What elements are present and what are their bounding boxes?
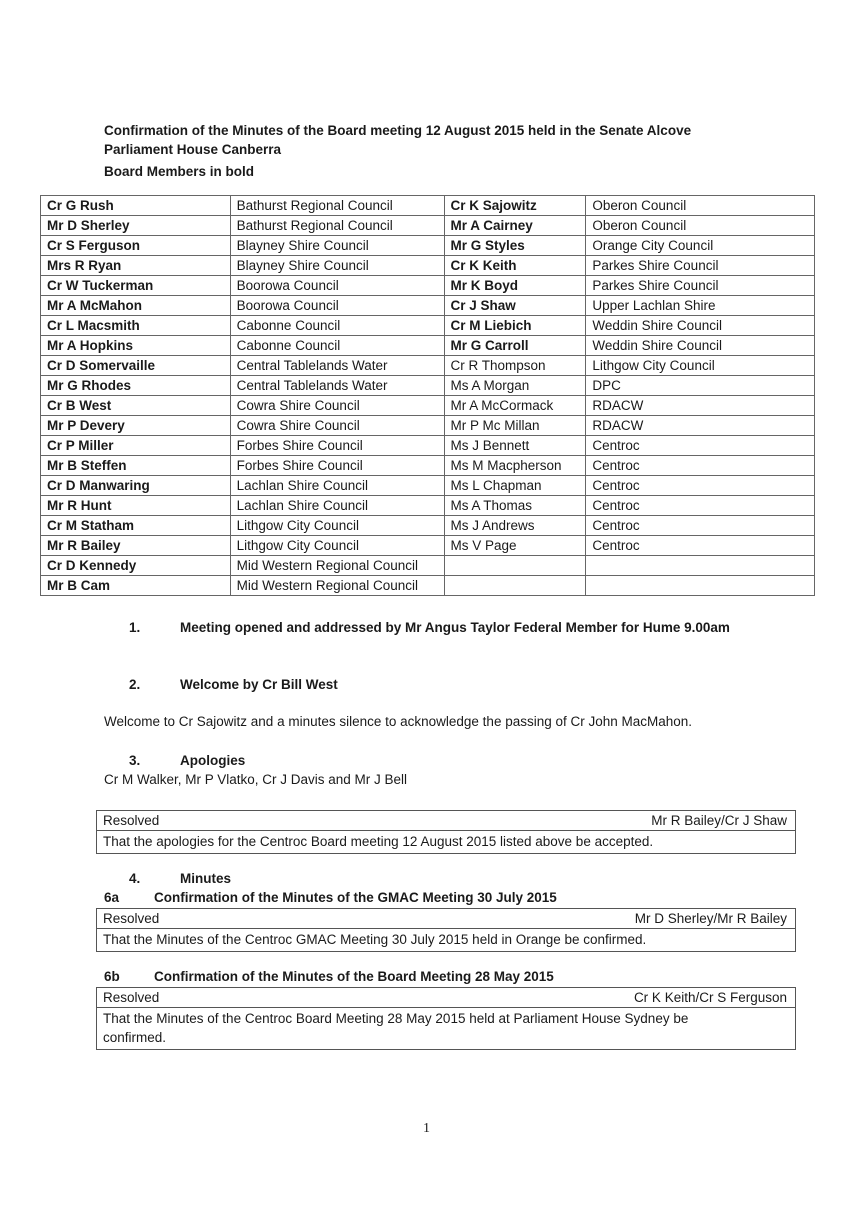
resolution-text <box>97 1008 795 1049</box>
board-members-note: Board Members in bold <box>104 164 255 179</box>
member-name: Cr M Liebich <box>444 316 586 336</box>
item-6b-number: 6b <box>104 969 120 984</box>
member-organisation <box>586 576 815 596</box>
resolution-line-2: confirmed. <box>103 1030 167 1045</box>
table-row <box>41 416 815 436</box>
table-row <box>41 236 815 256</box>
item-1-number: 1. <box>129 620 141 635</box>
member-name: Cr M Statham <box>41 516 231 536</box>
table-row <box>41 516 815 536</box>
table-row <box>41 396 815 416</box>
table-row <box>41 196 815 216</box>
member-organisation: Cabonne Council <box>230 336 444 356</box>
member-name: Ms L Chapman <box>444 476 586 496</box>
member-name: Cr K Keith <box>444 256 586 276</box>
member-organisation: Forbes Shire Council <box>230 436 444 456</box>
member-name: Mr P Devery <box>41 416 231 436</box>
member-name: Cr L Macsmith <box>41 316 231 336</box>
table-row <box>41 256 815 276</box>
member-organisation <box>586 556 815 576</box>
member-organisation: Oberon Council <box>586 196 815 216</box>
item-3-number: 3. <box>129 753 141 768</box>
title-line-1: Confirmation of the Minutes of the Board meeting 12 August 2015 held in the Senate Alcove <box>104 123 692 138</box>
member-name: Mr R Bailey <box>41 536 231 556</box>
member-organisation: Parkes Shire Council <box>586 256 815 276</box>
member-name: Cr S Ferguson <box>41 236 231 256</box>
member-name: Cr D Kennedy <box>41 556 231 576</box>
members-table <box>40 195 815 596</box>
member-name: Cr G Rush <box>41 196 231 216</box>
member-name <box>444 556 586 576</box>
item-4-number: 4. <box>129 871 141 886</box>
member-organisation: Bathurst Regional Council <box>230 196 444 216</box>
member-organisation: Lithgow City Council <box>586 356 815 376</box>
resolution-text: That the Minutes of the Centroc GMAC Meeting 30 July 2015 held in Orange be confirmed. <box>103 932 647 947</box>
member-organisation: RDACW <box>586 416 815 436</box>
member-organisation: Oberon Council <box>586 216 815 236</box>
movers: Mr R Bailey/Cr J Shaw <box>651 813 787 828</box>
member-organisation: Cowra Shire Council <box>230 396 444 416</box>
member-organisation: Mid Western Regional Council <box>230 576 444 596</box>
member-organisation: Central Tablelands Water <box>230 376 444 396</box>
member-name: Mr A McMahon <box>41 296 231 316</box>
member-organisation: DPC <box>586 376 815 396</box>
member-organisation: Centroc <box>586 516 815 536</box>
member-organisation: Lachlan Shire Council <box>230 496 444 516</box>
title-line-2: Parliament House Canberra <box>104 142 282 157</box>
member-organisation: Lithgow City Council <box>230 536 444 556</box>
member-organisation: Centroc <box>586 536 815 556</box>
table-row <box>41 436 815 456</box>
member-name: Mr G Rhodes <box>41 376 231 396</box>
table-row <box>41 576 815 596</box>
table-row <box>41 476 815 496</box>
table-row <box>41 496 815 516</box>
movers: Mr D Sherley/Mr R Bailey <box>634 911 787 926</box>
member-organisation: RDACW <box>586 396 815 416</box>
member-name: Ms M Macpherson <box>444 456 586 476</box>
member-name: Cr W Tuckerman <box>41 276 231 296</box>
gmac-resolution-box <box>96 908 796 952</box>
item-4-heading: Minutes <box>180 871 232 886</box>
item-3-heading: Apologies <box>180 753 246 768</box>
welcome-paragraph: Welcome to Cr Sajowitz and a minutes silence to acknowledge the passing of Cr John MacMahon. <box>104 714 693 729</box>
table-row <box>41 376 815 396</box>
member-organisation: Central Tablelands Water <box>230 356 444 376</box>
table-row <box>41 276 815 296</box>
table-row <box>41 216 815 236</box>
member-name: Ms A Morgan <box>444 376 586 396</box>
member-name: Cr R Thompson <box>444 356 586 376</box>
document-title <box>104 121 804 159</box>
member-name: Cr K Sajowitz <box>444 196 586 216</box>
item-2-heading: Welcome by Cr Bill West <box>180 677 338 692</box>
member-organisation: Upper Lachlan Shire <box>586 296 815 316</box>
member-name: Mr D Sherley <box>41 216 231 236</box>
resolved-label: Resolved <box>103 813 160 828</box>
member-name: Mr K Boyd <box>444 276 586 296</box>
resolved-label: Resolved <box>103 911 160 926</box>
member-organisation: Blayney Shire Council <box>230 256 444 276</box>
table-row <box>41 316 815 336</box>
member-organisation: Centroc <box>586 436 815 456</box>
member-name: Ms J Bennett <box>444 436 586 456</box>
item-6a-heading: Confirmation of the Minutes of the GMAC Meeting 30 July 2015 <box>154 890 557 905</box>
table-row <box>41 556 815 576</box>
member-organisation: Centroc <box>586 476 815 496</box>
member-name: Ms A Thomas <box>444 496 586 516</box>
resolution-line-1: That the Minutes of the Centroc Board Meeting 28 May 2015 held at Parliament House Sydney be <box>103 1011 689 1026</box>
member-organisation: Lithgow City Council <box>230 516 444 536</box>
member-organisation: Parkes Shire Council <box>586 276 815 296</box>
member-organisation: Orange City Council <box>586 236 815 256</box>
resolved-label: Resolved <box>103 990 160 1005</box>
member-organisation: Cabonne Council <box>230 316 444 336</box>
member-name: Mr B Steffen <box>41 456 231 476</box>
member-organisation: Centroc <box>586 456 815 476</box>
member-organisation: Weddin Shire Council <box>586 316 815 336</box>
member-name: Cr J Shaw <box>444 296 586 316</box>
board-resolution-box <box>96 987 796 1050</box>
member-name: Mrs R Ryan <box>41 256 231 276</box>
apologies-resolution-box <box>96 810 796 854</box>
table-row <box>41 356 815 376</box>
member-name: Mr P Mc Millan <box>444 416 586 436</box>
item-6a-number: 6a <box>104 890 120 905</box>
member-name: Ms J Andrews <box>444 516 586 536</box>
member-name: Mr A Cairney <box>444 216 586 236</box>
member-organisation: Cowra Shire Council <box>230 416 444 436</box>
member-name: Ms V Page <box>444 536 586 556</box>
member-name <box>444 576 586 596</box>
member-organisation: Blayney Shire Council <box>230 236 444 256</box>
member-organisation: Boorowa Council <box>230 296 444 316</box>
member-name: Mr G Styles <box>444 236 586 256</box>
table-row <box>41 536 815 556</box>
page-number: 1 <box>423 1121 430 1136</box>
member-name: Mr G Carroll <box>444 336 586 356</box>
member-name: Cr D Somervaille <box>41 356 231 376</box>
apologies-list: Cr M Walker, Mr P Vlatko, Cr J Davis and Mr J Bell <box>104 772 408 787</box>
member-name: Cr P Miller <box>41 436 231 456</box>
resolution-text: That the apologies for the Centroc Board meeting 12 August 2015 listed above be accepted. <box>103 834 654 849</box>
table-row <box>41 296 815 316</box>
member-name: Mr A Hopkins <box>41 336 231 356</box>
member-organisation: Forbes Shire Council <box>230 456 444 476</box>
item-1-heading: Meeting opened and addressed by Mr Angus Taylor Federal Member for Hume 9.00am <box>180 620 730 635</box>
member-organisation: Mid Western Regional Council <box>230 556 444 576</box>
item-2-number: 2. <box>129 677 141 692</box>
item-6b-heading: Confirmation of the Minutes of the Board Meeting 28 May 2015 <box>154 969 554 984</box>
member-name: Mr A McCormack <box>444 396 586 416</box>
member-organisation: Weddin Shire Council <box>586 336 815 356</box>
member-organisation: Bathurst Regional Council <box>230 216 444 236</box>
member-name: Mr B Cam <box>41 576 231 596</box>
movers: Cr K Keith/Cr S Ferguson <box>633 990 787 1005</box>
member-organisation: Lachlan Shire Council <box>230 476 444 496</box>
table-row <box>41 336 815 356</box>
member-organisation: Boorowa Council <box>230 276 444 296</box>
member-name: Cr B West <box>41 396 231 416</box>
member-name: Mr R Hunt <box>41 496 231 516</box>
member-name: Cr D Manwaring <box>41 476 231 496</box>
member-organisation: Centroc <box>586 496 815 516</box>
table-row <box>41 456 815 476</box>
